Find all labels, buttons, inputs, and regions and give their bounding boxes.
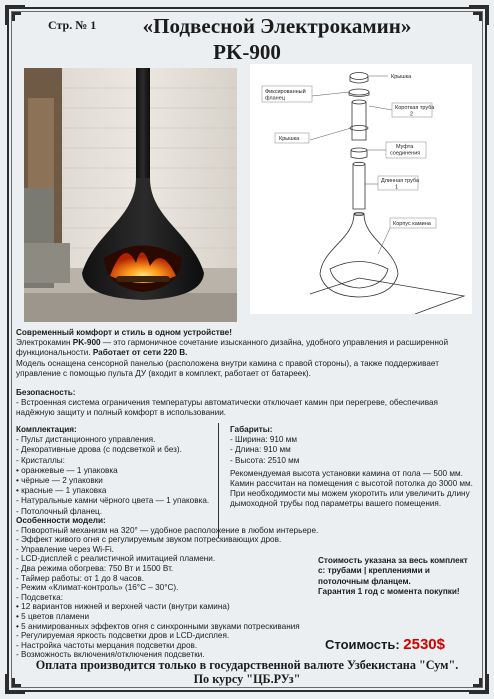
kit-item: • красные — 1 упаковка [16,486,107,496]
kit-item: - Натуральные камни чёрного цвета — 1 упаковка. [16,496,210,506]
dimension-item: - Ширина: 910 мм [230,435,298,445]
dimensions-heading: Габариты: [230,425,273,434]
intro-section [16,328,478,379]
intro-heading: Современный комфорт и стиль в одном устройстве! [16,328,232,337]
feature-item: • 5 анимированных эффектов огня с синхронными звуками потрескивания [16,621,300,631]
model-name: PK-900 [72,338,101,348]
kit-item: - Кристаллы: [16,455,65,465]
drawing-label-flange: Фиксированный фланец [265,89,306,102]
feature-item: - Подсветка: [16,592,64,602]
intro-pre: Электрокамин [16,338,73,348]
kit-item: • чёрные — 2 упаковки [16,476,103,486]
safety-text: - Встроенная система ограничения температуры автоматически отключает камин при перегреве, обеспечивая надёжную защиту и полный комфорт в использовании. [16,398,438,418]
control-paragraph: Модель оснащена сенсорной панелью (расположена внутри камина с правой стороны), а также поддерживает управление с помощью пульта ДУ (входит в комплект, работает от батареек). [16,358,439,378]
drawing-label-short-pipe: Короткая труба 2 [395,105,435,118]
product-photo [24,68,237,322]
drawing-label-body: Корпус камина [393,221,431,227]
ceiling-note: Камин рассчитан на помещения с высотой потолка до 3000 мм. При необходимости мы можем укоротить или увеличить длину дымоходной трубы под параметры вашего помещения. [230,479,473,509]
feature-item: - Эффект живого огня с регулируемым звуком потрескивающих дров. [16,535,282,545]
drawing-label-coupling: Муфта соединения [390,144,421,157]
safety-heading: Безопасность: [16,388,76,397]
feature-item: - Настройка частоты мерцания подсветки дров. [16,640,198,650]
mount-height-note: Рекомендуемая высота установки камина от пола — 500 мм. [230,468,463,478]
payment-footer [0,658,494,686]
feature-item: - Режим «Климат-контроль» (16°С – 30°С). [16,583,179,593]
dimensions-section [230,425,480,510]
features-section [16,516,319,660]
model-title: PK-900 [213,40,281,64]
page-number: Стр. № 1 [48,18,97,32]
feature-item: - Регулируемая яркость подсветки дров и LCD-дисплея. [16,631,230,641]
feature-item: - Возможность включения/отключения подсветки. [16,650,205,660]
feature-item: • 12 вариантов нижней и верхней части (внутри камина) [16,602,230,612]
price-label: Стоимость: [325,637,404,652]
feature-item: • 5 цветов пламени [16,611,90,621]
dimension-item: - Длина: 910 мм [230,445,291,455]
intro-paragraph [16,338,478,358]
feature-item: - Поворотный механизм на 320° — удобное расположение в любом интерьере. [16,525,319,535]
kit-item: - Декоративные дрова (с подсветкой и без). [16,445,182,455]
intro-post: — это гармоничное сочетание изысканного дизайна, удобного управления и расширенной функциональности. [16,338,449,358]
feature-item: - LCD-дисплей с реалистичной имитацией пламени. [16,554,216,564]
dimension-item: - Высота: 2510 мм [230,455,300,465]
price-value: 2530$ [403,636,445,653]
safety-section [16,388,478,419]
kit-item: - Пульт дистанционного управления. [16,435,156,445]
drawing-label-long-pipe: Длинная труба 1 [381,178,420,191]
drawing-label-lid: Крышка [279,136,300,142]
price [325,636,445,653]
payment-note: Оплата производится только в государственной валюте Узбекистана "Сум". [35,658,459,672]
page-title: «Подвесной Электрокамин» [142,14,412,38]
power-note: Работает от сети 220 В. [92,348,188,358]
price-info-box [318,556,474,598]
features-heading: Особенности модели: [16,516,106,525]
kit-item: - Потолочный фланец. [16,506,102,516]
exchange-rate-note: По курсу "ЦБ.РУз" [193,672,301,686]
kit-heading: Комплектация: [16,425,77,434]
feature-item: - Два режима обогрева: 750 Вт и 1500 Вт. [16,563,174,573]
kit-section [16,425,216,517]
drawing-label-cap: Крышка [391,74,412,80]
feature-item: - Таймер работы: от 1 до 8 часов. [16,573,144,583]
assembly-diagram [250,64,472,314]
warranty-note: Гарантия 1 год с момента покупки! [318,587,460,597]
kit-item: • оранжевые — 1 упаковка [16,465,118,475]
feature-item: - Управление через Wi-Fi. [16,544,114,554]
price-includes-note: Стоимость указана за весь комплект с: трубами | креплениями и потолочным фланцем. [318,556,468,586]
